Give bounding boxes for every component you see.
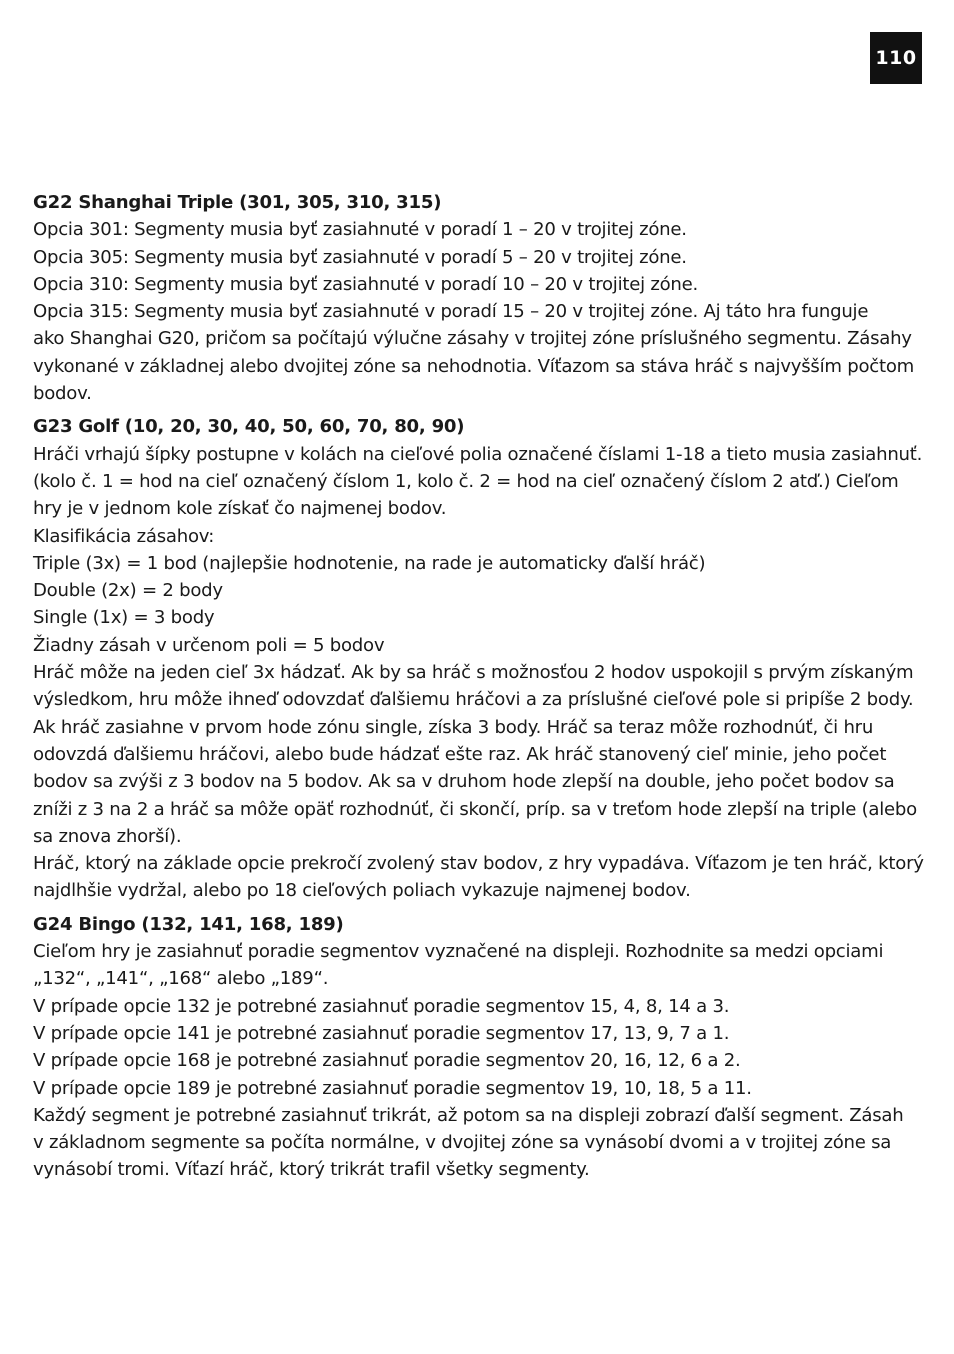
page-number-badge: 110 — [870, 32, 922, 84]
paragraph-line: Hráči vrhajú šípky postupne v kolách na cieľové polia označené číslami 1-18 a tieto musia zasiahnuť. — [33, 443, 923, 465]
paragraph-line: Hráč môže na jeden cieľ 3x hádzať. Ak by sa hráč s možnosťou 2 hodov uspokojil s prvým získaným — [33, 662, 914, 684]
document-body — [33, 189, 923, 1184]
paragraph-line: (kolo č. 1 = hod na cieľ označený číslom 1, kolo č. 2 = hod na cieľ označený číslom 2 atď.) Cieľom — [33, 470, 899, 492]
paragraph-line: V prípade opcie 168 je potrebné zasiahnuť poradie segmentov 20, 16, 12, 6 a 2. — [33, 1050, 741, 1072]
section-g22-shanghai-triple — [33, 189, 923, 407]
paragraph-line: Cieľom hry je zasiahnuť poradie segmentov vyznačené na displeji. Rozhodnite sa medzi opciami — [33, 941, 884, 963]
paragraph-line: bodov sa zvýši z 3 bodov na 5 bodov. Ak sa v druhom hode zlepší na double, jeho počet bodov sa — [33, 771, 895, 793]
paragraph-line: Každý segment je potrebné zasiahnuť trikrát, až potom sa na displeji zobrazí ďalší segment. Zásah — [33, 1104, 904, 1126]
paragraph-line: bodov. — [33, 383, 92, 405]
paragraph-line: V prípade opcie 141 je potrebné zasiahnuť poradie segmentov 17, 13, 9, 7 a 1. — [33, 1022, 730, 1044]
section-heading: G24 Bingo (132, 141, 168, 189) — [33, 913, 344, 935]
section-heading: G23 Golf (10, 20, 30, 40, 50, 60, 70, 80, 90) — [33, 416, 465, 438]
section-heading: G22 Shanghai Triple (301, 305, 310, 315) — [33, 192, 442, 213]
paragraph-line: Klasifikácia zásahov: — [33, 525, 215, 547]
paragraph-line: zníži z 3 na 2 a hráč sa môže opäť rozhodnúť, či skončí, príp. sa v treťom hode zlepší na triple (alebo — [33, 798, 917, 820]
section-g23-golf — [33, 413, 923, 904]
paragraph-line: vynásobí tromi. Víťazí hráč, ktorý trikrát trafil všetky segmenty. — [33, 1159, 590, 1181]
paragraph-line: Opcia 305: Segmenty musia byť zasiahnuté v poradí 5 – 20 v trojitej zóne. — [33, 246, 687, 268]
paragraph-line: Žiadny zásah v určenom poli = 5 bodov — [33, 634, 385, 656]
paragraph-line: vykonané v základnej alebo dvojitej zóne sa nehodnotia. Víťazom sa stáva hráč s najvyšším počtom — [33, 355, 915, 377]
paragraph-line: Opcia 301: Segmenty musia byť zasiahnuté v poradí 1 – 20 v trojitej zóne. — [33, 219, 687, 241]
paragraph-line: Triple (3x) = 1 bod (najlepšie hodnotenie, na rade je automaticky ďalší hráč) — [33, 552, 706, 574]
paragraph-line: ako Shanghai G20, pričom sa počítajú výlučne zásahy v trojitej zóne príslušného segmentu. Zásahy — [33, 328, 912, 350]
paragraph-line: „132“, „141“, „168“ alebo „189“. — [33, 968, 329, 990]
paragraph-line: Hráč, ktorý na základe opcie prekročí zvolený stav bodov, z hry vypadáva. Víťazom je ten hráč, ktorý — [33, 853, 924, 875]
paragraph-line: najdlhšie vydržal, alebo po 18 cieľových poliach vykazuje najmenej bodov. — [33, 880, 691, 902]
paragraph-line: Ak hráč zasiahne v prvom hode zónu single, získa 3 body. Hráč sa teraz môže rozhodnúť, či hru — [33, 716, 874, 738]
paragraph-line: V prípade opcie 132 je potrebné zasiahnuť poradie segmentov 15, 4, 8, 14 a 3. — [33, 995, 730, 1017]
paragraph-line: Opcia 315: Segmenty musia byť zasiahnuté v poradí 15 – 20 v trojitej zóne. Aj táto hra funguje — [33, 301, 869, 323]
paragraph-line: Opcia 310: Segmenty musia byť zasiahnuté v poradí 10 – 20 v trojitej zóne. — [33, 273, 699, 295]
section-g24-bingo — [33, 911, 923, 1184]
paragraph-line: výsledkom, hru môže ihneď odovzdať ďalšiemu hráčovi a za príslušné cieľové pole si pripíše 2 body. — [33, 689, 914, 711]
paragraph-line: v základnom segmente sa počíta normálne, v dvojitej zóne sa vynásobí dvomi a v trojitej zóne sa — [33, 1132, 892, 1154]
paragraph-line: sa znova zhorší). — [33, 825, 182, 847]
paragraph-line: Single (1x) = 3 body — [33, 607, 215, 629]
paragraph-line: V prípade opcie 189 je potrebné zasiahnuť poradie segmentov 19, 10, 18, 5 a 11. — [33, 1077, 752, 1099]
paragraph-line: hry je v jednom kole získať čo najmenej bodov. — [33, 498, 447, 520]
paragraph-line: odovzdá ďalšiemu hráčovi, alebo bude hádzať ešte raz. Ak hráč stanovený cieľ minie, jeho počet — [33, 743, 887, 765]
paragraph-line: Double (2x) = 2 body — [33, 580, 223, 602]
